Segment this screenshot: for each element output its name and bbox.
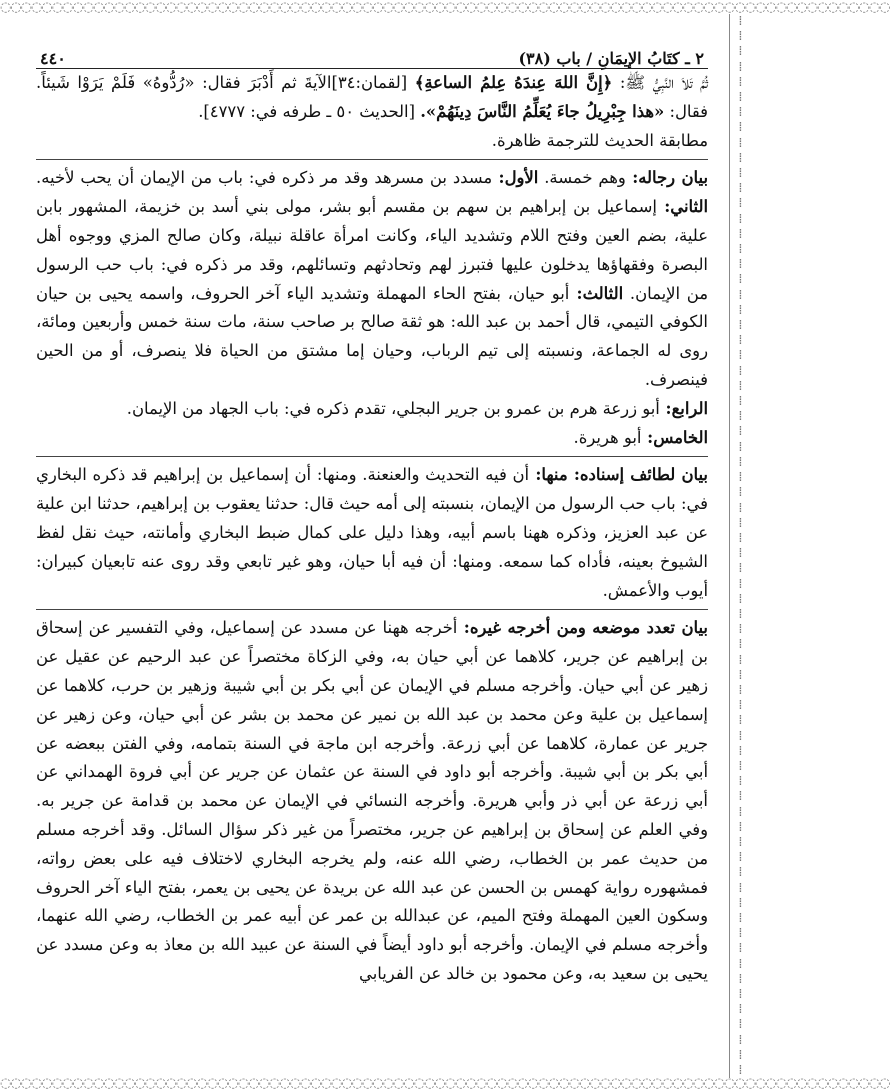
paragraph-text: ثُمَّ تَلاَ النَّبِيُّ ﷺ: [612,73,708,92]
decorative-border-bottom: ◌◌◌◌◌◌◌◌◌◌◌◌◌◌◌◌◌◌◌◌◌◌◌◌◌◌◌◌◌◌◌◌◌◌◌◌◌◌◌◌◌◌◌◌◌◌◌◌◌◌◌◌◌◌◌◌◌◌◌◌◌◌◌◌◌◌◌◌◌◌◌◌◌◌◌◌◌◌◌◌◌◌◌◌◌◌ [0,1076,890,1091]
section-label: بيان رجاله: [625,168,709,188]
paragraph-text: أبو حيان، بفتح الحاء المهملة وتشديد الياء آخر الحروف، واسمه يحيى بن حيان الكوفي التيمي، قال أحمد بن عبد الله: هو ثقة صالح بر صاحب سنة، مات سنة خمس وأربعين ومائة، روى له الجماعة، ونسبته إلى تيم الرباب، وحيان إما مشتق من الحياة فلا ينصرف، أو من الحين فينصرف. [36,283,708,389]
chapter-title: ٢ ـ كتَابُ الإيمَانِ / باب (٣٨) [518,49,704,68]
decorative-border-right: ⁞ ⁞ ⁞ ⁞ ⁞ ⁞ ⁞ ⁞ ⁞ ⁞ ⁞ ⁞ ⁞ ⁞ ⁞ ⁞ ⁞ ⁞ ⁞ ⁞ ⁞ ⁞ ⁞ ⁞ ⁞ ⁞ ⁞ ⁞ ⁞ ⁞ ⁞ ⁞ ⁞ ⁞ ⁞ ⁞ ⁞ ⁞ ⁞ ⁞ ⁞ ⁞ ⁞ ⁞ ⁞ ⁞ ⁞ ⁞ ⁞ ⁞ ⁞ ⁞ ⁞ ⁞ ⁞ ⁞ ⁞ ⁞ ⁞ ⁞ ⁞ ⁞ ⁞ ⁞ ⁞ ⁞ ⁞ ⁞ ⁞ ⁞ [729,14,751,1078]
paragraph-text: [لقمان:٣٤]الآيةَ ثم أَدْبَرَ فقال: [194,73,415,92]
page-number: ٤٤٠ [40,49,66,68]
section-label: الثالث: [569,283,624,303]
paragraph-text: «رُدُّوهُ» فَلَمْ يَرَوْا شَيئاً. فقال: [36,73,708,121]
section-label: ﴿إِنَّ اللهَ عِندَهُ عِلمُ الساعةِ﴾ [414,73,613,92]
section-label: بيان لطائف إسناده: منها: [529,465,708,485]
page-body [36,69,708,989]
section-label: الثاني: [656,197,709,217]
section-label: الخامس: [641,427,708,447]
paragraph-text: أخرجه ههنا عن مسدد عن إسماعيل، وفي التفسير عن إسحاق بن إبراهيم عن جرير، كلاهما عن أبي حيان به، وفي الزكاة مختصراً عن عبد الرحيم عن عقيل عن زهير عن أبي حيان. وأخرجه مسلم في الإيمان عن أبي بكر بن أبي شيبة وزهير بن حرب، كلاهما عن إسماعيل بن علية وعن محمد بن عبد الله بن نمير عن محمد بن بشر عن أبي حيان، وعن زهير عن جرير عن عمارة، كلاهما عن أبي زرعة. وأخرجه ابن ماجة في السنة بتمامه، وفي الفتن ببعضه عن أبي بكر بن أبي شيبة. وأخرجه أبو داود في السنة عن عثمان عن جرير عن أبي فروة الهمداني عن أبي زرعة عن أبي ذر وأبي هريرة. وأخرجه النسائي في الإيمان عن محمد بن قدامة عن جرير به. وفي العلم عن إسحاق بن إبراهيم عن جرير، مختصراً من غير ذكر سؤال السائل. وقد أخرجه مسلم من حديث عمر بن الخطاب، رضي الله عنه، ولم يخرجه البخاري لاختلاف فيه على بعض رواته، فمشهوره رواية كهمس بن الحسن عن عبد الله عن بريدة عن يحيى بن يعمر، بفتح الياء آخر الحروف وسكون العين المهملة وفتح الميم، عن عبدالله بن عمر عن أبيه عمر بن الخطاب، رضي الله عنهما، وأخرجه مسلم في الإيمان. وأخرجه أبو داود أيضاً في السنة عن عبيد الله بن معاذ به وعن مسدد عن يحيى بن سعيد به، وعن محمود بن خالد عن الفريابي [36,618,708,983]
paragraph-text: وهم خمسة. [538,168,626,188]
paragraph-text: أبو زرعة هرم بن عمرو بن جرير البجلي، تقدم ذكره في: باب الجهاد من الإيمان. [126,398,660,418]
page-header [36,40,708,69]
paragraph-lataif [36,456,708,605]
paragraph-hadith [36,69,708,127]
paragraph-text: [الحديث ٥٠ ـ طرفه في: ٤٧٧٧]. [198,101,421,121]
section-label: الأول: [492,168,539,188]
paragraph-text: أن فيه التحديث والعنعنة. ومنها: أن إسماعيل بن إبراهيم قد ذكره البخاري في: باب حب الرسول من الإيمان، بنسبته إلى أمه حيث قال: حدثنا يعقوب بن إبراهيم، حدثنا ابن علية عن عبد العزيز، وذكره ههنا باسم أبيه، وهذا دليل على كمال ضبط البخاري وأمانته، حيث نقل لفظ الشيوخ بعينه، فأداه كما سمعه. ومنها: أن فيه أبا حيان، وهو غير تابعي وقد روى عنه تابعيان كبيران: أيوب والأعمش. [36,465,708,600]
paragraph-text: مطابقة الحديث للترجمة ظاهرة. [491,130,708,150]
paragraph-text: إسماعيل بن إبراهيم بن سهم بن مقسم أبو بشر، مولى بني أسد بن خزيمة، المشهور بابن علية، بضم العين وفتح اللام وتشديد الياء، وكانت امرأة عاقلة نبيلة، وكان صالح المزي ووجوه أهل البصرة وفقهاؤها يدخلون عليها فتبرز لهم وتحادثهم وتسائلهم، وقد مر ذكره في: باب حب الرسول من الإيمان. [36,197,708,303]
paragraph-khamis [36,424,708,453]
paragraph-rijal [36,159,708,394]
paragraph-text: مسدد بن مسرهد وقد مر ذكره في: باب من الإيمان أن يحب لأخيه. [36,168,493,188]
section-label: «هذا جِبْرِيلُ جاءَ يُعَلِّمُ النَّاسَ دِينَهُمْ». [420,101,665,121]
paragraph-taaddud [36,609,708,988]
decorative-border-top: ◌◌◌◌◌◌◌◌◌◌◌◌◌◌◌◌◌◌◌◌◌◌◌◌◌◌◌◌◌◌◌◌◌◌◌◌◌◌◌◌◌◌◌◌◌◌◌◌◌◌◌◌◌◌◌◌◌◌◌◌◌◌◌◌◌◌◌◌◌◌◌◌◌◌◌◌◌◌◌◌◌◌◌◌◌◌ [0,0,890,15]
section-label: بيان تعدد موضعه ومن أخرجه غيره: [457,618,708,638]
book-page [36,40,708,1076]
paragraph-rabi [36,395,708,424]
paragraph-text: أبو هريرة. [573,427,642,447]
section-label: الرابع: [659,398,708,418]
paragraph-mutabaqa [36,127,708,156]
